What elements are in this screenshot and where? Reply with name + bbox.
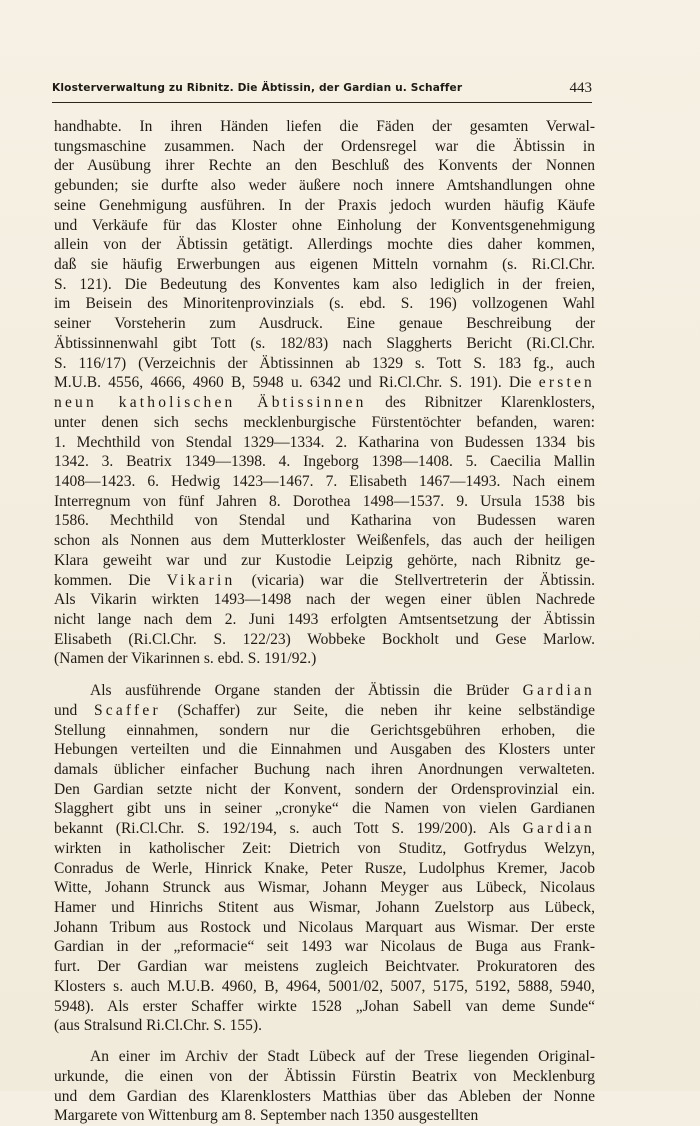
text-run: und Verkäufe für das Kloster ohne Einholung der Konventsgenehmigung	[54, 216, 595, 234]
text-run: bekannt (Ri.Cl.Chr. S. 192/194, s. auch Tott S. 199/200). Als	[54, 820, 523, 838]
text-line	[54, 393, 595, 413]
running-head: Klosterverwaltung zu Ribnitz. Die Äbtissin, der Gardian u. Schaffer	[52, 82, 463, 94]
text-run: 1408—1423. 6. Hedwig 1423—1467. 7. Elisabeth 1467—1493. Nach einem	[54, 472, 595, 490]
text-line	[54, 937, 595, 957]
text-line	[54, 511, 595, 531]
text-line	[54, 314, 595, 334]
text-run: (Namen der Vikarinnen s. ebd. S. 191/92.)	[54, 650, 317, 668]
text-run: 1342. 3. Beatrix 1349—1398. 4. Ingeborg 1398—1408. 5. Caecilia Mallin	[54, 453, 595, 471]
text-run: Interregnum von fünf Jahren 8. Dorothea 1498—1537. 9. Ursula 1538 bis	[54, 492, 595, 510]
text-line	[54, 235, 595, 255]
spaced-emphasis: neun katholischen Äbtissinnen	[54, 394, 367, 412]
text-line	[54, 373, 595, 393]
text-run: Margarete von Wittenburg am 8. September nach 1350 ausgestellten	[54, 1107, 479, 1125]
text-run: (vicaria) war die Stellvertreterin der Äbtissin.	[235, 571, 596, 589]
text-run: handhabte. In ihren Händen liefen die Fäden der gesamten Verwal-	[54, 118, 595, 135]
text-line	[54, 839, 595, 859]
text-line	[54, 551, 595, 571]
text-run: Witte, Johann Strunck aus Wismar, Johann Meyger aus Lübeck, Nicolaus	[54, 879, 595, 897]
text-line	[54, 649, 595, 669]
text-run: Klosters s. auch M.U.B. 4960, B, 4964, 5001/02, 5007, 5175, 5192, 5888, 5940,	[54, 977, 595, 995]
paragraph	[54, 681, 595, 1036]
text-run: nicht lange nach dem 2. Juni 1493 erfolgten Amtsentsetzung der Äbtissin	[54, 610, 595, 628]
text-run: Klara geweiht war und zur Kustodie Leipzig gehörte, nach Ribnitz ge-	[54, 551, 595, 569]
text-run: Johann Tribum aus Rostock und Nicolaus Marquart aus Wismar. Der erste	[54, 918, 595, 936]
text-line	[54, 294, 595, 314]
text-run: Conradus de Werle, Hinrick Knake, Peter Rusze, Ludolphus Kremer, Jacob	[54, 859, 595, 877]
text-line	[54, 1067, 595, 1087]
text-line	[54, 1016, 595, 1036]
text-run: seine Genehmigung ausführen. In der Praxis jedoch wurden häufig Käufe	[54, 196, 595, 214]
spaced-emphasis: Gardian	[522, 682, 595, 700]
text-line	[54, 590, 595, 610]
text-line	[54, 216, 595, 236]
text-line	[54, 681, 595, 701]
text-line	[54, 859, 595, 879]
text-run: allein von der Äbtissin getätigt. Allerdings mochte dies daher kommen,	[54, 236, 595, 254]
text-line	[54, 957, 595, 977]
text-run: Hebungen verteilten und die Einnahmen und Ausgaben des Klosters unter	[54, 741, 595, 759]
text-run: urkunde, die einen von der Äbtissin Fürstin Beatrix von Mecklenburg	[54, 1067, 595, 1085]
body-text	[54, 117, 595, 1126]
paragraph	[54, 1047, 595, 1126]
spaced-emphasis: ersten	[538, 374, 595, 392]
text-run: wirkten in katholischer Zeit: Dietrich von Studitz, Gotfrydus Welzyn,	[54, 839, 595, 857]
text-run: Als Vikarin wirkten 1493—1498 nach der wegen einer üblen Nachrede	[54, 591, 595, 609]
text-line	[54, 176, 595, 196]
text-line	[54, 1106, 595, 1126]
text-line	[54, 740, 595, 760]
text-line	[54, 1047, 595, 1067]
text-run: damals üblicher einfacher Buchung nach ihren Anordnungen verwalteten.	[54, 761, 595, 778]
text-line	[54, 760, 595, 780]
text-run: Den Gardian setzte nicht der Konvent, sondern der Ordensprovinzial ein.	[54, 780, 595, 798]
text-line	[54, 531, 595, 551]
text-line	[54, 334, 595, 354]
text-line	[54, 799, 595, 819]
text-run: des Ribnitzer Klarenklosters,	[366, 394, 596, 412]
text-line	[54, 721, 595, 741]
text-run: schon als Nonnen aus dem Mutterkloster Weißenfels, das auch der heiligen	[54, 532, 595, 550]
text-run: Äbtissinnenwahl gibt Tott (s. 182/83) nach Slaggherts Bericht (Ri.Cl.Chr.	[54, 334, 595, 352]
text-run: im Beisein des Minoritenprovinzials (s. ebd. S. 196) vollzogenen Wahl	[54, 295, 595, 313]
paragraph	[54, 117, 595, 669]
text-run: der Ausübung ihrer Rechte an den Beschluß des Konvents der Nonnen	[54, 157, 595, 175]
text-line	[54, 997, 595, 1017]
text-run: gebunden; sie durfte also weder äußere noch innere Amtshandlungen ohne	[54, 177, 595, 195]
text-line	[54, 275, 595, 295]
text-run: und	[54, 701, 94, 719]
text-line	[54, 354, 595, 374]
text-line	[54, 196, 595, 216]
page-number: 443	[569, 80, 592, 96]
text-run: Stellung einnahmen, sondern nur die Gerichtsgebühren erhoben, die	[54, 721, 595, 739]
text-run: Als ausführende Organe standen der Äbtissin die Brüder	[90, 682, 523, 700]
text-run: tungsmaschine zusammen. Nach der Ordensregel war die Äbtissin in	[54, 137, 595, 155]
text-run: seiner Vorsteherin zum Ausdruck. Eine genaue Beschreibung der	[54, 315, 595, 333]
text-line	[54, 610, 595, 630]
text-line	[54, 137, 595, 157]
text-run: (Schaffer) zur Seite, die neben ihr keine selbständige	[160, 701, 595, 719]
text-run: An einer im Archiv der Stadt Lübeck auf der Trese liegenden Original-	[90, 1048, 595, 1066]
text-run: (aus Stralsund Ri.Cl.Chr. S. 155).	[54, 1017, 262, 1035]
spaced-emphasis: Gardian	[522, 820, 595, 838]
text-line	[54, 819, 595, 839]
text-run: M.U.B. 4556, 4666, 4960 B, 5948 u. 6342 und Ri.Cl.Chr. S. 191). Die	[54, 374, 539, 392]
spaced-emphasis: Scaffer	[93, 701, 161, 719]
text-line	[54, 117, 595, 137]
text-line	[54, 492, 595, 512]
text-line	[54, 433, 595, 453]
text-line	[54, 780, 595, 800]
text-line	[54, 255, 595, 275]
text-run: und dem Gardian des Klarenklosters Matthias über das Ableben der Nonne	[54, 1087, 595, 1105]
text-run: daß sie häufig Erwerbungen aus eigenen Mitteln vornahm (s. Ri.Cl.Chr.	[54, 256, 595, 274]
text-run: 5948). Als erster Schaffer wirkte 1528 „Johan Sabell van deme Sunde“	[54, 997, 595, 1015]
text-run: S. 121). Die Bedeutung des Konventes kam also lediglich in der freien,	[54, 275, 595, 293]
text-run: kommen. Die	[54, 571, 167, 589]
text-run: Slagghert gibt uns in seiner „cronyke“ die Namen von vielen Gardianen	[54, 800, 595, 818]
page-header	[52, 80, 592, 103]
spaced-emphasis: Vikarin	[166, 571, 236, 589]
text-line	[54, 571, 595, 591]
text-line	[54, 918, 595, 938]
text-line	[54, 630, 595, 650]
text-run: 1586. Mechthild von Stendal und Katharina von Budessen waren	[54, 512, 595, 530]
text-line	[54, 452, 595, 472]
text-run: S. 116/17) (Verzeichnis der Äbtissinnen ab 1329 s. Tott S. 183 fg., auch	[54, 354, 595, 372]
text-line	[54, 701, 595, 721]
text-line	[54, 156, 595, 176]
text-run: Hamer und Hinrichs Stitent aus Wismar, Johann Zuelstorp aus Lübeck,	[54, 899, 595, 917]
text-line	[54, 472, 595, 492]
text-run: unter denen sich sechs mecklenburgische Fürstentöchter befanden, waren:	[54, 413, 595, 431]
text-line	[54, 977, 595, 997]
text-line	[54, 413, 595, 433]
text-line	[54, 898, 595, 918]
text-run: Gardian in der „reformacie“ seit 1493 war Nicolaus de Buga aus Frank-	[54, 938, 595, 956]
text-run: 1. Mechthild von Stendal 1329—1334. 2. Katharina von Budessen 1334 bis	[54, 433, 595, 451]
text-line	[54, 1087, 595, 1107]
text-run: Elisabeth (Ri.Cl.Chr. S. 122/23) Wobbeke Bockholt und Gese Marlow.	[54, 630, 595, 648]
text-line	[54, 878, 595, 898]
text-run: furt. Der Gardian war meistens zugleich Beichtvater. Prokuratoren des	[54, 958, 595, 976]
